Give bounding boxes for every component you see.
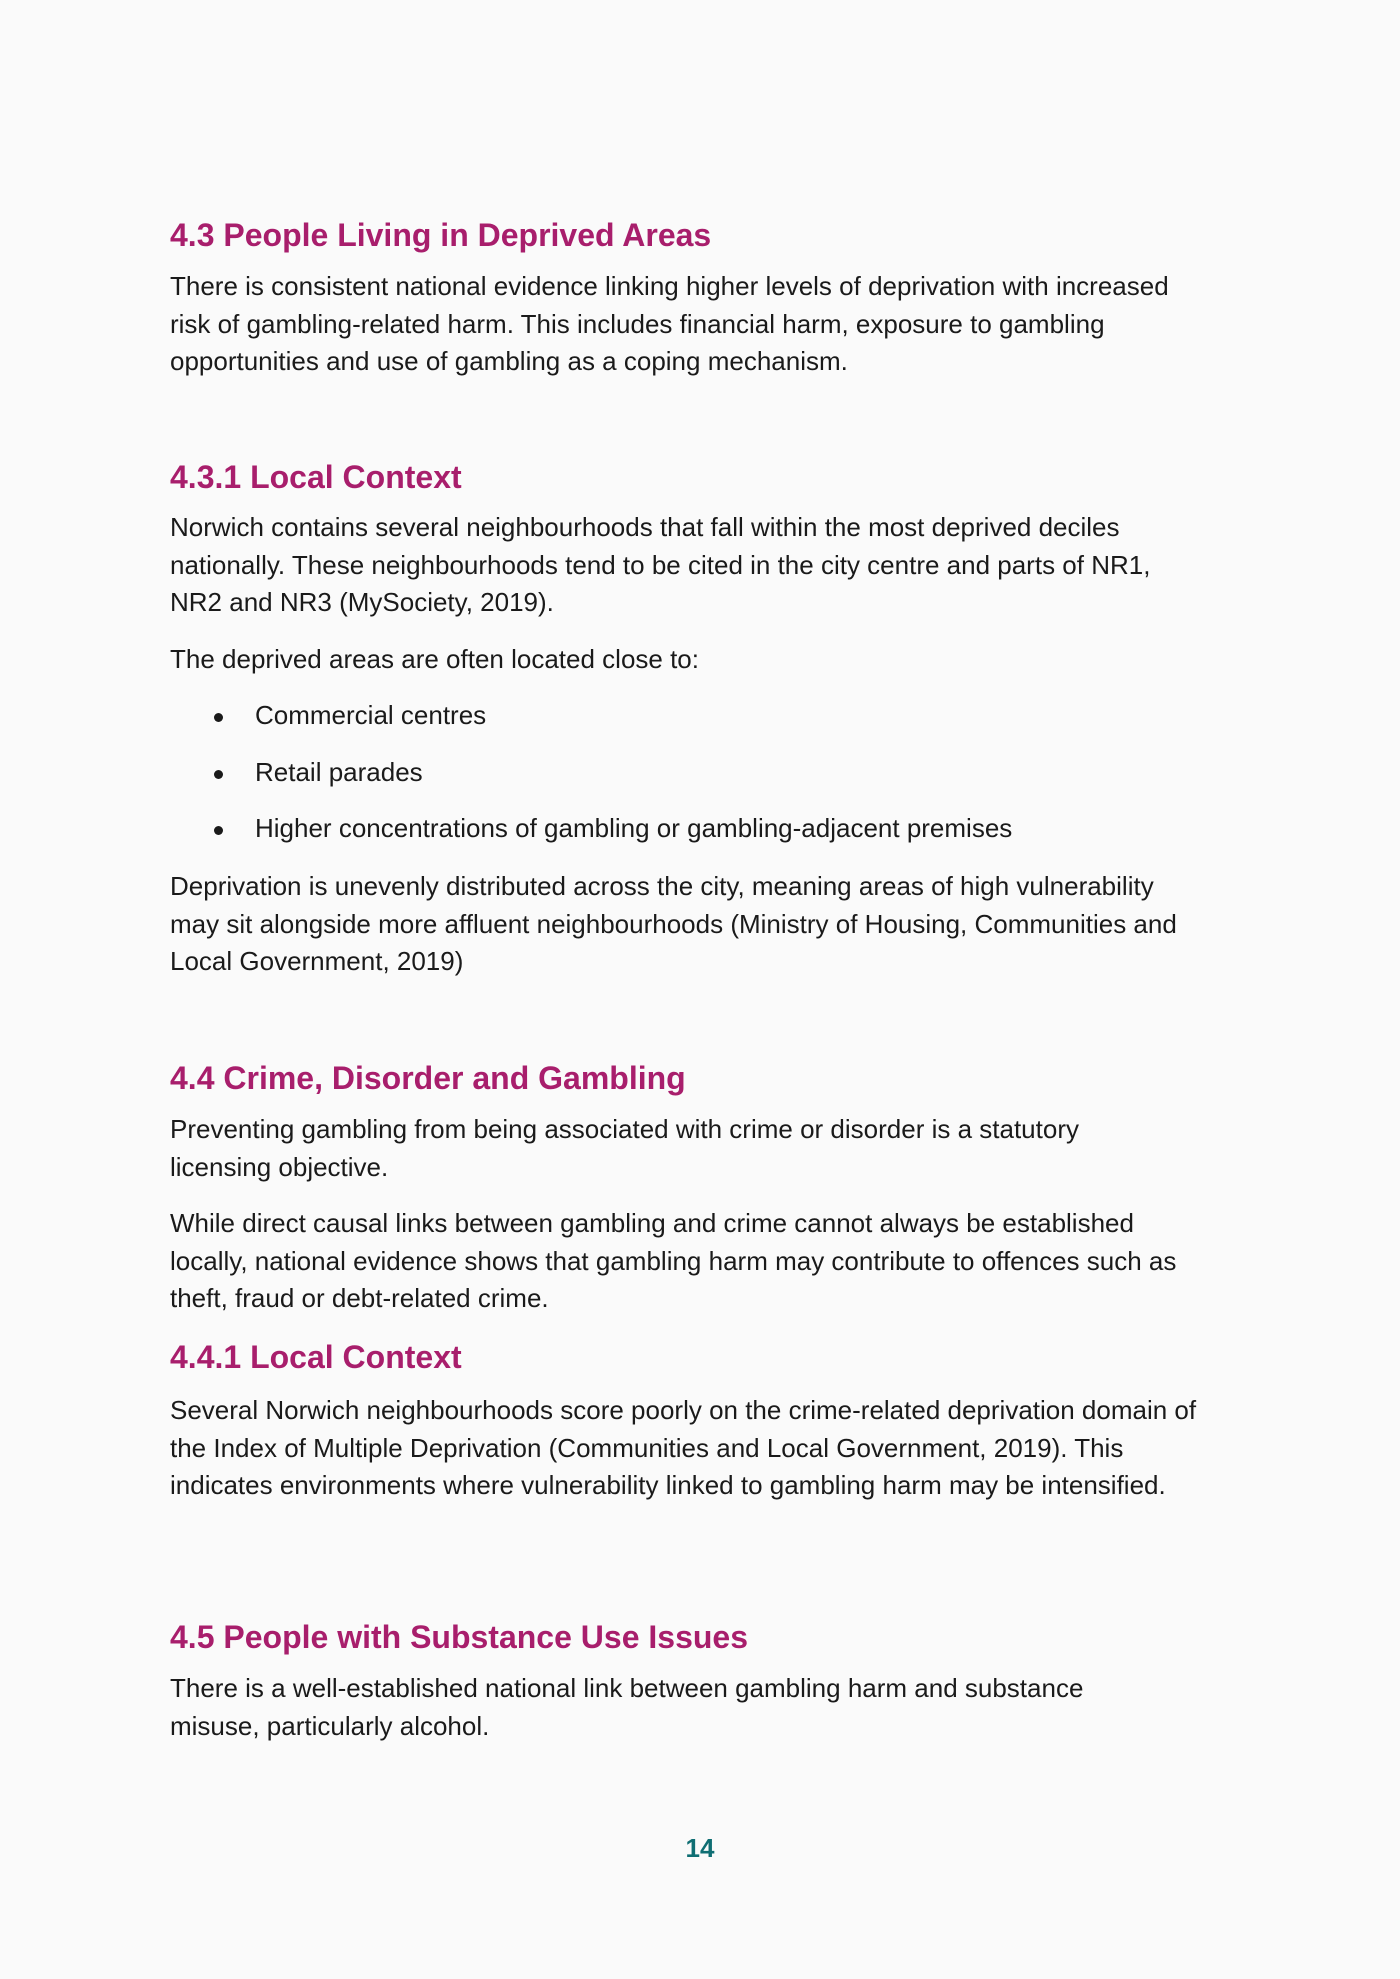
- paragraph-uneven-distribution: Deprivation is unevenly distributed across the city, meaning areas of high vulnerability may sit alongside more affluent neighbourhoods (Ministry of Housing, Communities and Local Government, 2019): [170, 871, 1177, 976]
- list-item-label: Retail parades: [255, 756, 423, 787]
- paragraph-deprivation-evidence: There is consistent national evidence linking higher levels of deprivation with increased risk of gambling-related harm. This includes financial harm, exposure to gambling opportunities and use of gambling as a coping mechanism.: [170, 271, 1169, 376]
- subsection-heading-4-3-1: 4.3.1 Local Context: [170, 459, 462, 495]
- list-item: [170, 810, 1170, 867]
- paragraph-crime-deprivation-domain: Several Norwich neighbourhoods score poorly on the crime-related deprivation domain of the Index of Multiple Deprivation (Communities and Local Government, 2019). This indicates environments where vulnerability linked to gambling harm may be intensified.: [170, 1395, 1197, 1500]
- paragraph-crime-evidence: While direct causal links between gambling and crime cannot always be established locally, national evidence shows that gambling harm may contribute to offences such as theft, fraud or debt-related crime.: [170, 1208, 1177, 1313]
- subsection-heading-4-4-1: 4.4.1 Local Context: [170, 1339, 462, 1375]
- paragraph-deprived-areas-intro: The deprived areas are often located close to:: [170, 644, 699, 674]
- section-heading-4-5: 4.5 People with Substance Use Issues: [170, 1619, 748, 1655]
- bullet-icon: [214, 713, 223, 722]
- list-item: [170, 754, 1170, 811]
- list-item: [170, 697, 1170, 754]
- section-heading-4-4: 4.4 Crime, Disorder and Gambling: [170, 1060, 686, 1096]
- document-page: [170, 0, 1250, 1979]
- page-number: 14: [685, 1833, 715, 1863]
- bullet-icon: [214, 770, 223, 779]
- deprived-areas-list: [170, 697, 1170, 867]
- bullet-icon: [214, 826, 223, 835]
- list-item-label: Commercial centres: [255, 700, 487, 730]
- paragraph-norwich-deprived-deciles: Norwich contains several neighbourhoods that fall within the most deprived deciles nationally. These neighbourhoods tend to be cited in the city centre and parts of NR1, NR2 and NR3 (MySociety, 2019).: [170, 512, 1151, 617]
- list-item-label: Higher concentrations of gambling or gambling-adjacent premises: [255, 813, 1013, 843]
- paragraph-statutory-objective: Preventing gambling from being associated with crime or disorder is a statutory licensing objective.: [170, 1114, 1079, 1182]
- paragraph-substance-misuse: There is a well-established national link between gambling harm and substance misuse, particularly alcohol.: [170, 1673, 1084, 1741]
- section-heading-4-3: 4.3 People Living in Deprived Areas: [170, 217, 712, 253]
